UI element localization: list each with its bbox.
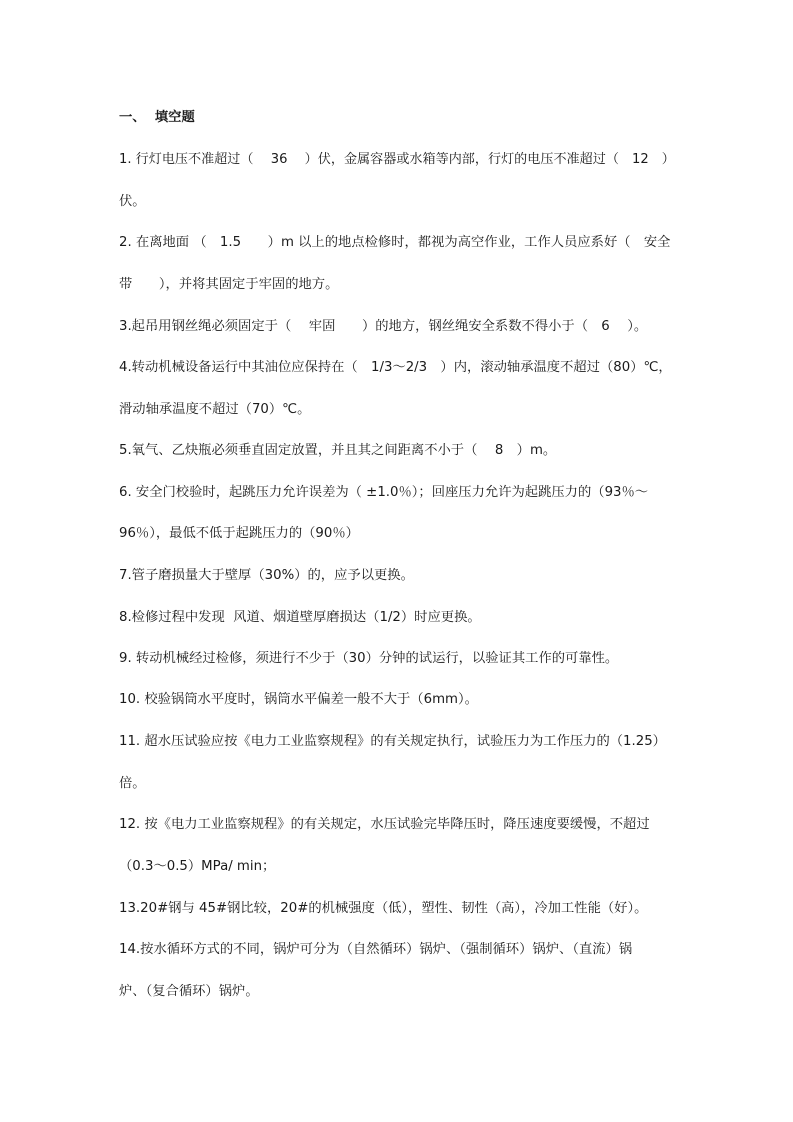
text-line: 3.起吊用钢丝绳必须固定于（ 牢固 ）的地方，钢丝绳安全系数不得小于（ 6 ）。 bbox=[119, 319, 648, 334]
text-line: （0.3～0.5）MPa/ min； bbox=[119, 859, 276, 874]
text-line: 10. 校验锅筒水平度时，锅筒水平偏差一般不大于（6mm）。 bbox=[119, 692, 478, 707]
text-line: 6. 安全门校验时，起跳压力允许误差为（ ±1.0％）；回座压力允许为起跳压力的（93％～ bbox=[119, 485, 649, 500]
text-line: 4.转动机械设备运行中其油位应保持在（ 1/3～2/3 ）内，滚动轴承温度不超过（80）℃， bbox=[119, 360, 672, 375]
section-title: 一、 填空题 bbox=[119, 110, 195, 125]
text-line: 1. 行灯电压不准超过（ 36 ）伏，金属容器或水箱等内部，行灯的电压不准超过（ 12 ） bbox=[119, 152, 675, 167]
text-line: 96％），最低不低于起跳压力的（90％） bbox=[119, 526, 359, 541]
text-line: 滑动轴承温度不超过（70）℃。 bbox=[119, 402, 311, 417]
text-line: 14.按水循环方式的不同，锅炉可分为（自然循环）锅炉、（强制循环）锅炉、（直流）锅 bbox=[119, 942, 633, 957]
text-line: 11. 超水压试验应按《电力工业监察规程》的有关规定执行，试验压力为工作压力的（1.25） bbox=[119, 734, 666, 749]
text-line: 倍。 bbox=[119, 776, 146, 791]
text-line: 5.氧气、乙炔瓶必须垂直固定放置，并且其之间距离不小于（ 8 ）m。 bbox=[119, 443, 557, 458]
text-line: 带 ），并将其固定于牢固的地方。 bbox=[119, 277, 339, 292]
text-line: 12. 按《电力工业监察规程》的有关规定，水压试验完毕降压时，降压速度要缓慢，不超过 bbox=[119, 817, 650, 832]
text-line: 伏。 bbox=[119, 194, 146, 209]
text-line: 炉、（复合循环）锅炉。 bbox=[119, 984, 259, 999]
text-line: 7.管子磨损量大于壁厚（30%）的，应予以更换。 bbox=[119, 568, 414, 583]
text-line: 13.20#钢与 45#钢比较，20#的机械强度（低），塑性、韧性（高），冷加工性能（好）。 bbox=[119, 901, 648, 916]
text-line: 2. 在离地面 （ 1.5 ）m 以上的地点检修时，都视为高空作业，工作人员应系好（ 安全 bbox=[119, 235, 671, 250]
text-line: 8.检修过程中发现 风道、烟道壁厚磨损达（1/2）时应更换。 bbox=[119, 610, 481, 625]
text-line: 9. 转动机械经过检修，须进行不少于（30）分钟的试运行，以验证其工作的可靠性。 bbox=[119, 651, 619, 666]
